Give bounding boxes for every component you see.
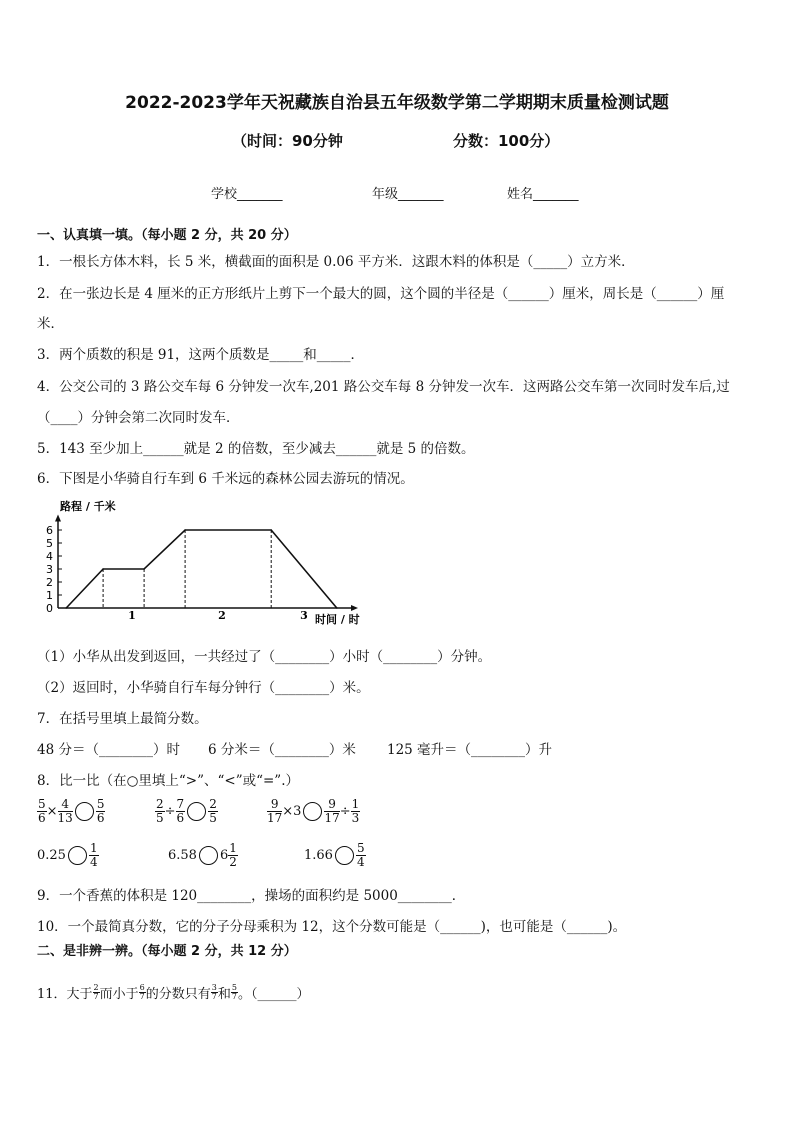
question-7-c: 125 毫升＝（________）升: [387, 742, 553, 758]
question-4: 4．公交公司的 3 路公交车每 6 分钟发一次车,201 路公交车每 8 分钟发一次车．这两路公交车第一次同时发车后,过: [37, 379, 730, 395]
data-point: [143, 568, 145, 570]
compare-e-circle[interactable]: [199, 846, 218, 865]
question-10: 10．一个最简真分数，它的分子分母乘积为 12，这个分数可能是（______)，也可能是（______)。: [37, 919, 627, 935]
question-5: 5．143 至少加上______就是 2 的倍数，至少减去______就是 5 的倍数。: [37, 441, 475, 457]
x-tick-label: 3: [300, 609, 308, 622]
y-axis-label: 路程 / 千米: [60, 500, 116, 513]
page-title: 2022-2023学年天祝藏族自治县五年级数学第二学期期末质量检测试题: [125, 93, 669, 113]
question-1: 1．一根长方体木料，长 5 米，横截面的面积是 0.06 平方米．这跟木料的体积是（_____）立方米．: [37, 254, 635, 270]
compare-f: 1.66 $\frac{5}{4}$: [304, 841, 365, 869]
y-tick-label: 0: [46, 602, 53, 615]
question-7-a: 48 分＝（________）时: [37, 742, 180, 758]
compare-b: $\frac{2}{5}$ ÷ $\frac{7}{6}$ $\frac{2}{5}$: [156, 797, 217, 825]
question-8: 8．比一比（在○里填上“>”、“<”或“=”.）: [37, 773, 300, 789]
question-7-b: 6 分米＝（________）米: [208, 742, 356, 758]
y-tick-label: 3: [46, 563, 53, 576]
section-1-heading: 一、认真填一填。（每小题 2 分，共 20 分）: [37, 228, 297, 243]
question-7: 7．在括号里填上最简分数。: [37, 711, 208, 727]
question-2-cont: 米．: [37, 316, 64, 332]
y-tick-label: 2: [46, 576, 53, 589]
question-4-cont: （____）分钟会第二次同时发车．: [37, 410, 240, 426]
question-6-2: （2）返回时，小华骑自行车每分钟行（________）米。: [37, 680, 370, 696]
distance-line: [66, 530, 337, 608]
question-9: 9．一个香蕉的体积是 120________，操场的面积约是 5000________．: [37, 888, 466, 904]
compare-c-circle[interactable]: [303, 802, 322, 821]
question-6-1: （1）小华从出发到返回，一共经过了（________）小时（________）分钟。: [37, 649, 492, 665]
section-2-heading: 二、是非辨一辨。（每小题 2 分，共 12 分）: [37, 944, 297, 959]
distance-time-chart: [30, 496, 410, 631]
grade-field[interactable]: 年级_______: [372, 187, 444, 202]
question-11: 11．大于 $\frac{2}{7}$ 而小于 $\frac{6}{7}$ 的分数只有 $\frac{3}{7}$ 和 $\frac{5}{7}$ 。（______）: [37, 983, 310, 1002]
compare-c: $\frac{9}{17}$ ×3 $\frac{9}{17}$ ÷ $\frac{1}{3}$: [267, 797, 360, 825]
school-field[interactable]: 学校_______: [211, 187, 283, 202]
x-tick-label: 1: [128, 609, 136, 622]
compare-e: 6.58 6 $\frac{1}{2}$: [168, 841, 237, 869]
name-field[interactable]: 姓名_______: [507, 187, 579, 202]
question-6: 6．下图是小华骑自行车到 6 千米远的森林公园去游玩的情况。: [37, 471, 414, 487]
y-tick-label: 1: [46, 589, 53, 602]
exam-time: （时间：90分钟: [232, 132, 343, 150]
question-2: 2．在一张边长是 4 厘米的正方形纸片上剪下一个最大的圆，这个圆的半径是（______）厘米，周长是（______）厘: [37, 286, 725, 302]
compare-f-circle[interactable]: [335, 846, 354, 865]
compare-b-circle[interactable]: [187, 802, 206, 821]
question-3: 3．两个质数的积是 91，这两个质数是_____和_____．: [37, 347, 365, 363]
data-point: [270, 529, 272, 531]
data-point: [65, 607, 67, 609]
y-tick-label: 6: [46, 524, 53, 537]
x-tick-label: 2: [218, 609, 226, 622]
y-tick-label: 4: [46, 550, 53, 563]
data-point: [184, 529, 186, 531]
data-point: [336, 607, 338, 609]
x-axis-label: 时间 / 时: [315, 613, 360, 626]
compare-a: $\frac{5}{6}$ × $\frac{4}{13}$ $\frac{5}{6}$: [38, 797, 105, 825]
compare-d-circle[interactable]: [68, 846, 87, 865]
exam-score: 分数：100分）: [453, 132, 560, 150]
y-axis-arrow: [55, 515, 61, 522]
x-axis-arrow: [351, 605, 358, 611]
y-tick-label: 5: [46, 537, 53, 550]
data-point: [102, 568, 104, 570]
compare-d: 0.25 $\frac{1}{4}$: [37, 841, 98, 869]
compare-a-circle[interactable]: [75, 802, 94, 821]
